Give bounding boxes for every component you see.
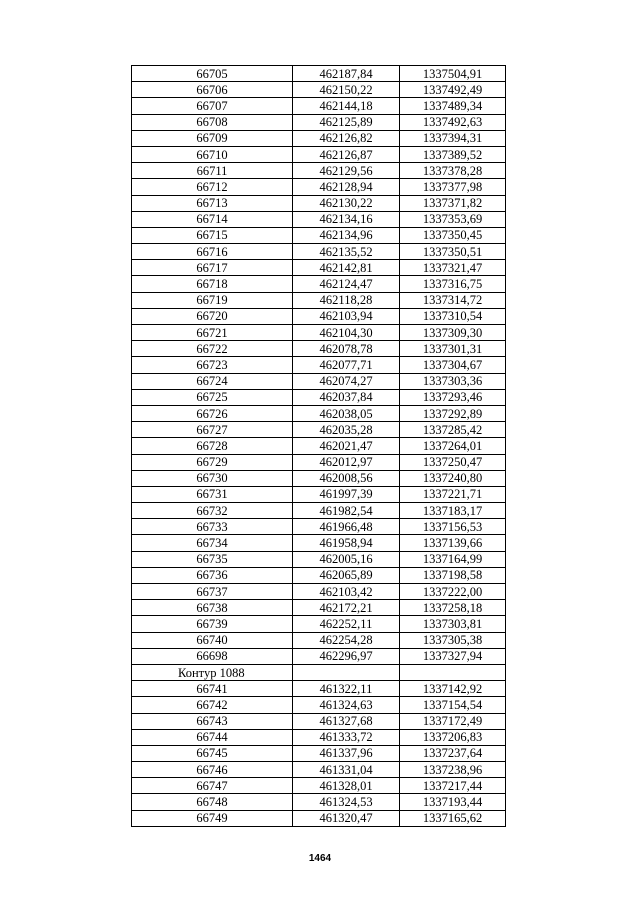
x-coordinate-cell: 461324,63 [293,697,400,713]
point-number-cell: 66728 [132,438,293,454]
x-coordinate-cell: 462126,87 [293,146,400,162]
table-row [132,227,506,243]
table-row [132,244,506,260]
x-coordinate-cell: 462103,42 [293,584,400,600]
y-coordinate-cell: 1337353,69 [400,211,506,227]
point-number-cell: 66706 [132,82,293,98]
x-coordinate-cell: 462126,82 [293,130,400,146]
y-coordinate-cell: 1337321,47 [400,260,506,276]
x-coordinate-cell: 462135,52 [293,244,400,260]
table-row [132,616,506,632]
point-number-cell: 66740 [132,632,293,648]
x-coordinate-cell: 461322,11 [293,681,400,697]
y-coordinate-cell: 1337165,62 [400,810,506,826]
y-coordinate-cell: 1337258,18 [400,600,506,616]
x-coordinate-cell: 462142,81 [293,260,400,276]
point-number-cell: 66746 [132,762,293,778]
table-row [132,600,506,616]
point-number-cell: 66725 [132,389,293,405]
y-coordinate-cell: 1337222,00 [400,584,506,600]
point-number-cell: 66739 [132,616,293,632]
x-coordinate-cell: 462035,28 [293,422,400,438]
x-coordinate-cell: 462134,96 [293,227,400,243]
x-coordinate-cell: 461327,68 [293,713,400,729]
y-coordinate-cell: 1337164,99 [400,551,506,567]
x-coordinate-cell: 461320,47 [293,810,400,826]
point-number-cell: 66733 [132,519,293,535]
x-coordinate-cell: 462296,97 [293,648,400,664]
point-number-cell: 66698 [132,648,293,664]
x-coordinate-cell: 462172,21 [293,600,400,616]
x-coordinate-cell: 462012,97 [293,454,400,470]
table-row [132,519,506,535]
table-row [132,405,506,421]
point-number-cell: 66717 [132,260,293,276]
point-number-cell: 66722 [132,341,293,357]
table-row [132,697,506,713]
point-number-cell: 66714 [132,211,293,227]
y-coordinate-cell: 1337156,53 [400,519,506,535]
point-number-cell: 66705 [132,66,293,82]
x-coordinate-cell: 461333,72 [293,729,400,745]
table-row [132,454,506,470]
x-coordinate-cell: 462150,22 [293,82,400,98]
x-coordinate-cell: 462252,11 [293,616,400,632]
table-row [132,551,506,567]
table-row [132,729,506,745]
empty-cell [293,664,400,680]
point-number-cell: 66729 [132,454,293,470]
y-coordinate-cell: 1337378,28 [400,163,506,179]
x-coordinate-cell: 461958,94 [293,535,400,551]
y-coordinate-cell: 1337221,71 [400,486,506,502]
y-coordinate-cell: 1337316,75 [400,276,506,292]
y-coordinate-cell: 1337142,92 [400,681,506,697]
y-coordinate-cell: 1337193,44 [400,794,506,810]
point-number-cell: 66731 [132,486,293,502]
x-coordinate-cell: 462038,05 [293,405,400,421]
point-number-cell: 66732 [132,503,293,519]
y-coordinate-cell: 1337154,54 [400,697,506,713]
x-coordinate-cell: 462118,28 [293,292,400,308]
x-coordinate-cell: 462254,28 [293,632,400,648]
table-row [132,163,506,179]
y-coordinate-cell: 1337198,58 [400,567,506,583]
x-coordinate-cell: 462005,16 [293,551,400,567]
y-coordinate-cell: 1337309,30 [400,325,506,341]
x-coordinate-cell: 462077,71 [293,357,400,373]
section-header-row [132,664,506,680]
table-row [132,567,506,583]
x-coordinate-cell: 462008,56 [293,470,400,486]
y-coordinate-cell: 1337389,52 [400,146,506,162]
y-coordinate-cell: 1337172,49 [400,713,506,729]
table-row [132,66,506,82]
table-row [132,535,506,551]
y-coordinate-cell: 1337285,42 [400,422,506,438]
y-coordinate-cell: 1337206,83 [400,729,506,745]
point-number-cell: 66710 [132,146,293,162]
point-number-cell: 66726 [132,405,293,421]
y-coordinate-cell: 1337301,31 [400,341,506,357]
y-coordinate-cell: 1337489,34 [400,98,506,114]
point-number-cell: 66737 [132,584,293,600]
y-coordinate-cell: 1337304,67 [400,357,506,373]
point-number-cell: 66736 [132,567,293,583]
table-row [132,503,506,519]
x-coordinate-cell: 462134,16 [293,211,400,227]
x-coordinate-cell: 462187,84 [293,66,400,82]
table-row [132,292,506,308]
table-row [132,179,506,195]
y-coordinate-cell: 1337183,17 [400,503,506,519]
coordinates-table [131,65,506,827]
y-coordinate-cell: 1337394,31 [400,130,506,146]
table-row [132,130,506,146]
x-coordinate-cell: 462078,78 [293,341,400,357]
x-coordinate-cell: 462124,47 [293,276,400,292]
y-coordinate-cell: 1337377,98 [400,179,506,195]
y-coordinate-cell: 1337250,47 [400,454,506,470]
point-number-cell: 66738 [132,600,293,616]
x-coordinate-cell: 461997,39 [293,486,400,502]
x-coordinate-cell: 461324,53 [293,794,400,810]
x-coordinate-cell: 461337,96 [293,745,400,761]
y-coordinate-cell: 1337303,81 [400,616,506,632]
table-row [132,82,506,98]
x-coordinate-cell: 462103,94 [293,308,400,324]
y-coordinate-cell: 1337293,46 [400,389,506,405]
coordinates-table-body [132,66,506,827]
table-row [132,114,506,130]
table-row [132,98,506,114]
point-number-cell: 66716 [132,244,293,260]
point-number-cell: 66741 [132,681,293,697]
table-row [132,810,506,826]
point-number-cell: 66742 [132,697,293,713]
y-coordinate-cell: 1337139,66 [400,535,506,551]
table-row [132,389,506,405]
point-number-cell: 66744 [132,729,293,745]
point-number-cell: 66743 [132,713,293,729]
x-coordinate-cell: 462104,30 [293,325,400,341]
table-row [132,648,506,664]
y-coordinate-cell: 1337217,44 [400,778,506,794]
table-row [132,778,506,794]
x-coordinate-cell: 462065,89 [293,567,400,583]
x-coordinate-cell: 461328,01 [293,778,400,794]
table-row [132,195,506,211]
y-coordinate-cell: 1337371,82 [400,195,506,211]
page-number: 1464 [308,853,332,864]
y-coordinate-cell: 1337314,72 [400,292,506,308]
table-row [132,357,506,373]
y-coordinate-cell: 1337350,45 [400,227,506,243]
y-coordinate-cell: 1337327,94 [400,648,506,664]
point-number-cell: 66747 [132,778,293,794]
point-number-cell: 66713 [132,195,293,211]
table-row [132,276,506,292]
y-coordinate-cell: 1337303,36 [400,373,506,389]
table-row [132,470,506,486]
point-number-cell: 66711 [132,163,293,179]
table-row [132,422,506,438]
point-number-cell: 66749 [132,810,293,826]
x-coordinate-cell: 461331,04 [293,762,400,778]
y-coordinate-cell: 1337264,01 [400,438,506,454]
x-coordinate-cell: 462128,94 [293,179,400,195]
x-coordinate-cell: 462129,56 [293,163,400,179]
y-coordinate-cell: 1337240,80 [400,470,506,486]
y-coordinate-cell: 1337350,51 [400,244,506,260]
point-number-cell: 66712 [132,179,293,195]
point-number-cell: 66745 [132,745,293,761]
table-row [132,713,506,729]
table-row [132,794,506,810]
y-coordinate-cell: 1337305,38 [400,632,506,648]
x-coordinate-cell: 462021,47 [293,438,400,454]
point-number-cell: 66734 [132,535,293,551]
point-number-cell: 66719 [132,292,293,308]
table-row [132,211,506,227]
y-coordinate-cell: 1337492,63 [400,114,506,130]
point-number-cell: 66721 [132,325,293,341]
point-number-cell: 66720 [132,308,293,324]
table-row [132,373,506,389]
point-number-cell: 66715 [132,227,293,243]
y-coordinate-cell: 1337237,64 [400,745,506,761]
table-row [132,146,506,162]
point-number-cell: 66723 [132,357,293,373]
table-row [132,632,506,648]
table-row [132,308,506,324]
x-coordinate-cell: 461982,54 [293,503,400,519]
table-row [132,325,506,341]
table-row [132,745,506,761]
x-coordinate-cell: 462037,84 [293,389,400,405]
y-coordinate-cell: 1337238,96 [400,762,506,778]
table-row [132,762,506,778]
x-coordinate-cell: 462074,27 [293,373,400,389]
point-number-cell: 66707 [132,98,293,114]
table-row [132,681,506,697]
y-coordinate-cell: 1337492,49 [400,82,506,98]
x-coordinate-cell: 461966,48 [293,519,400,535]
table-row [132,486,506,502]
y-coordinate-cell: 1337292,89 [400,405,506,421]
point-number-cell: 66718 [132,276,293,292]
y-coordinate-cell: 1337504,91 [400,66,506,82]
point-number-cell: 66727 [132,422,293,438]
x-coordinate-cell: 462144,18 [293,98,400,114]
y-coordinate-cell: 1337310,54 [400,308,506,324]
point-number-cell: 66708 [132,114,293,130]
table-row [132,341,506,357]
table-row [132,260,506,276]
point-number-cell: 66748 [132,794,293,810]
empty-cell [400,664,506,680]
point-number-cell: 66709 [132,130,293,146]
point-number-cell: 66735 [132,551,293,567]
section-label: Контур 1088 [132,664,293,680]
x-coordinate-cell: 462130,22 [293,195,400,211]
point-number-cell: 66724 [132,373,293,389]
table-row [132,584,506,600]
table-row [132,438,506,454]
x-coordinate-cell: 462125,89 [293,114,400,130]
point-number-cell: 66730 [132,470,293,486]
